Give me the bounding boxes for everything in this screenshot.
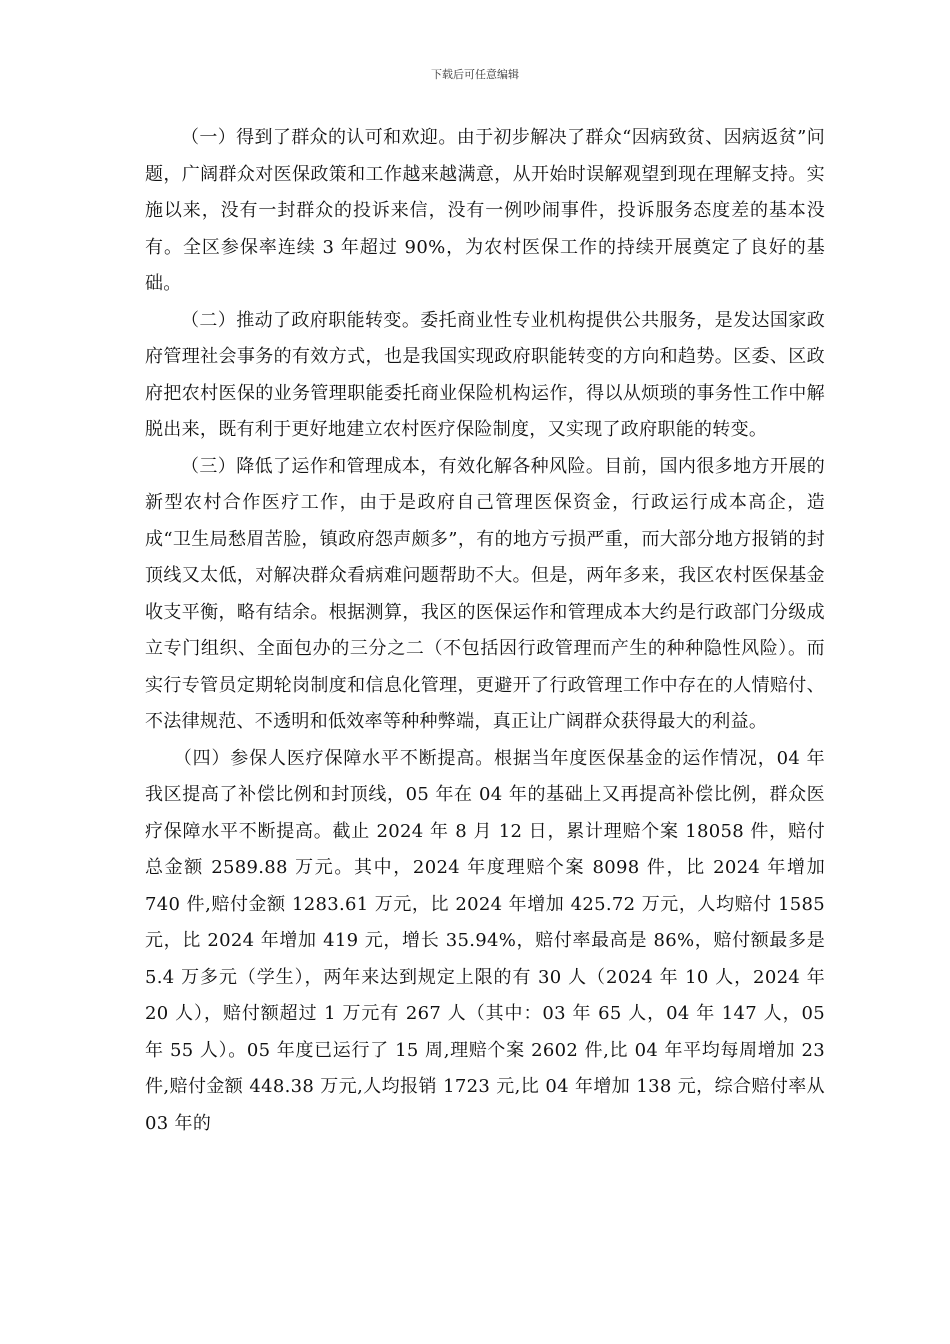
paragraph-2: （二）推动了政府职能转变。委托商业性专业机构提供公共服务，是发达国家政府管理社会事务的有效方式，也是我国实现政府职能转变的方向和趋势。区委、区政府把农村医保的业务管理职能委托商业保险机构运作，得以从烦琐的事务性工作中解脱出来，既有利于更好地建立农村医疗保险制度，又实现了政府职能的转变。 — [145, 309, 825, 440]
paragraph-1: （一）得到了群众的认可和欢迎。由于初步解决了群众“因病致贫、因病返贫”问题，广阔群众对医保政策和工作越来越满意，从开始时误解观望到现在理解支持。实施以来，没有一封群众的投诉来信，没有一例吵闹事件，投诉服务态度差的基本没有。全区参保率连续 3 年超过 90%，为农村医保工作的持续开展奠定了良好的基础。 — [145, 127, 825, 294]
paragraph-4: （四）参保人医疗保障水平不断提高。根据当年度医保基金的运作情况，04 年我区提高了补偿比例和封顶线，05 年在 04 年的基础上又再提高补偿比例，群众医疗保障水平不断提高。截止 2024 年 8 月 12 日，累计理赔个案 18058 件，赔付总金额 2589.88 万元。其中，2024 年度理赔个案 8098 件，比 2024 年增加 740 件,赔付金额 1283.61 万元，比 2024 年增加 425.72 万元，人均赔付 1585 元，比 2024 年增加 419 元，增长 35.94%，赔付率最高是 86%，赔付额最多是 5.4 万多元（学生），两年来达到规定上限的有 30 人（2024 年 10 人，2024 年 20 人），赔付额超过 1 万元有 267 人（其中：03 年 65 人，04 年 147 人，05 年 55 人）。05 年度已运行了 15 周,理赔个案 2602 件,比 04 年平均每周增加 23 件,赔付金额 448.38 万元,人均报销 1723 元,比 04 年增加 138 元，综合赔付率从 03 年的 — [145, 747, 825, 1134]
document-body — [145, 120, 825, 1142]
paragraph-3: （三）降低了运作和管理成本，有效化解各种风险。目前，国内很多地方开展的新型农村合作医疗工作，由于是政府自己管理医保资金，行政运行成本高企，造成“卫生局愁眉苦脸，镇政府怨声颇多”，有的地方亏损严重，而大部分地方报销的封顶线又太低，对解决群众看病难问题帮助不大。但是，两年多来，我区农村医保基金收支平衡，略有结余。根据测算，我区的医保运作和管理成本大约是行政部门分级成立专门组织、全面包办的三分之二（不包括因行政管理而产生的种种隐性风险）。而实行专管员定期轮岗制度和信息化管理，更避开了行政管理工作中存在的人情赔付、不法律规范、不透明和低效率等种种弊端，真正让广阔群众获得最大的利益。 — [145, 455, 825, 732]
page-header: 下载后可任意编辑 — [431, 68, 519, 81]
